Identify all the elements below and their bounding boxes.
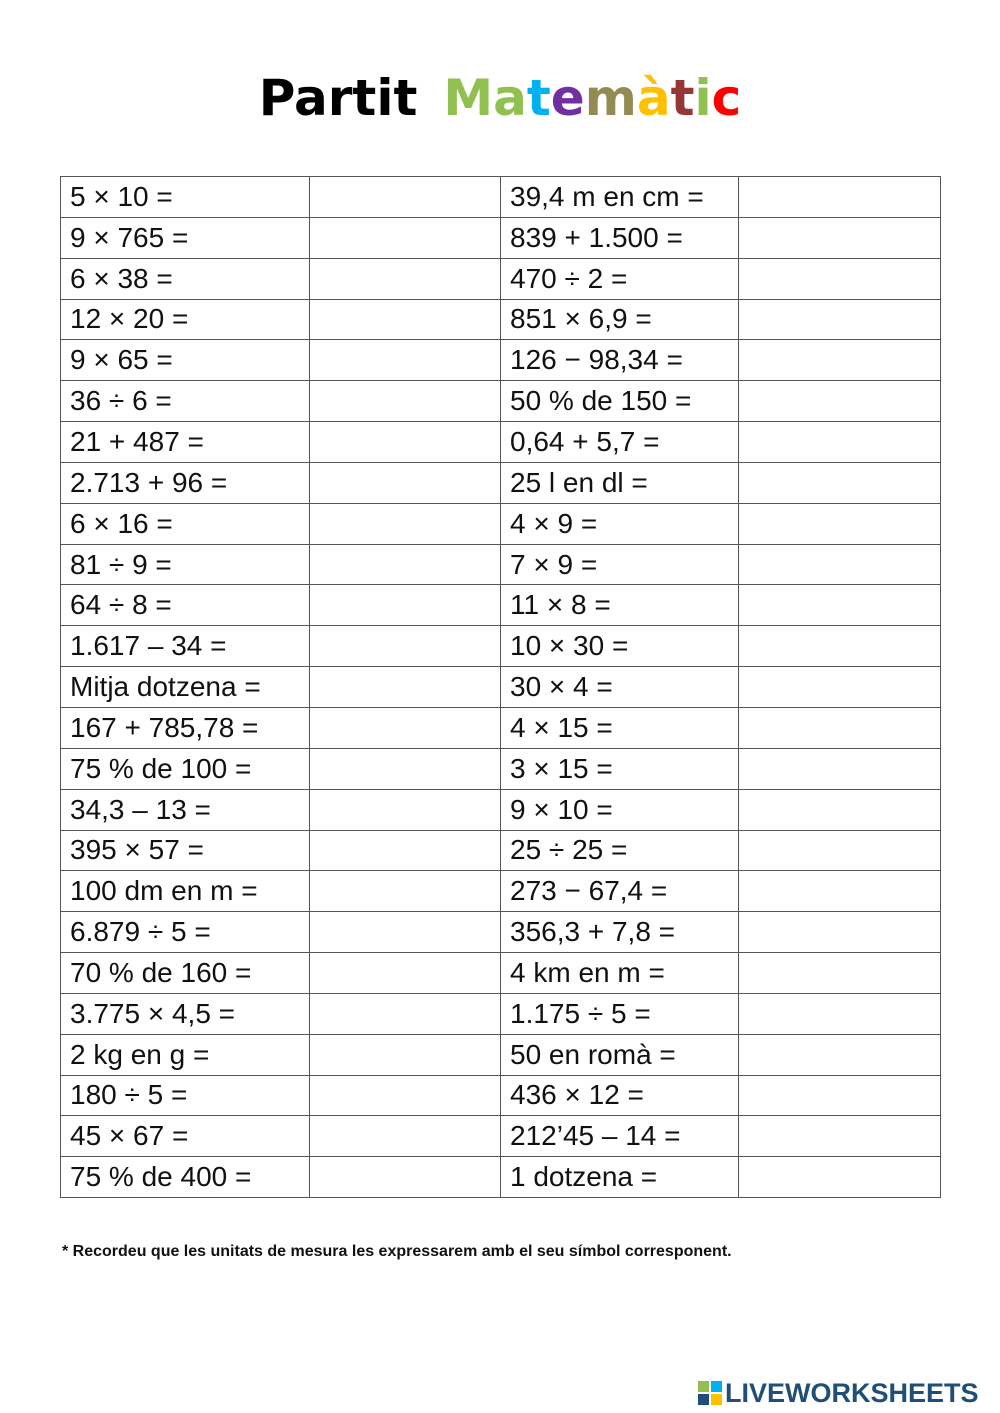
table-row — [61, 748, 941, 789]
left-answer-cell — [310, 177, 501, 218]
left-answer-input[interactable] — [310, 218, 500, 258]
right-answer-input[interactable] — [739, 1035, 940, 1075]
right-answer-input[interactable] — [739, 545, 940, 585]
right-answer-cell — [739, 462, 941, 503]
right-answer-cell — [739, 544, 941, 585]
left-answer-cell — [310, 1116, 501, 1157]
right-exercise-prompt: 11 × 8 = — [501, 585, 739, 626]
right-exercise-prompt: 470 ÷ 2 = — [501, 258, 739, 299]
table-row — [61, 340, 941, 381]
page-title — [0, 66, 1000, 130]
right-answer-cell — [739, 1116, 941, 1157]
left-exercise-prompt: 75 % de 400 = — [61, 1157, 310, 1198]
right-answer-cell — [739, 871, 941, 912]
table-row — [61, 258, 941, 299]
right-answer-input[interactable] — [739, 1076, 940, 1116]
right-answer-cell — [739, 1075, 941, 1116]
left-exercise-prompt: Mitja dotzena = — [61, 667, 310, 708]
left-answer-input[interactable] — [310, 422, 500, 462]
exercise-table — [60, 176, 941, 1198]
left-answer-input[interactable] — [310, 749, 500, 789]
right-answer-cell — [739, 667, 941, 708]
right-answer-input[interactable] — [739, 790, 940, 830]
right-answer-input[interactable] — [739, 340, 940, 380]
left-exercise-prompt: 5 × 10 = — [61, 177, 310, 218]
right-answer-input[interactable] — [739, 1116, 940, 1156]
left-answer-input[interactable] — [310, 381, 500, 421]
liveworksheets-brand — [698, 1378, 979, 1408]
left-answer-input[interactable] — [310, 708, 500, 748]
table-row — [61, 422, 941, 463]
right-answer-cell — [739, 789, 941, 830]
right-answer-cell — [739, 503, 941, 544]
left-exercise-prompt: 34,3 – 13 = — [61, 789, 310, 830]
left-exercise-prompt: 1.617 – 34 = — [61, 626, 310, 667]
right-exercise-prompt: 356,3 + 7,8 = — [501, 912, 739, 953]
right-answer-input[interactable] — [739, 749, 940, 789]
right-exercise-prompt: 7 × 9 = — [501, 544, 739, 585]
right-exercise-prompt: 4 × 15 = — [501, 707, 739, 748]
right-answer-input[interactable] — [739, 871, 940, 911]
left-answer-cell — [310, 789, 501, 830]
left-answer-cell — [310, 258, 501, 299]
left-answer-cell — [310, 871, 501, 912]
left-exercise-prompt: 2.713 + 96 = — [61, 462, 310, 503]
table-row — [61, 503, 941, 544]
left-answer-input[interactable] — [310, 545, 500, 585]
table-row — [61, 871, 941, 912]
right-answer-cell — [739, 1034, 941, 1075]
table-row — [61, 217, 941, 258]
left-answer-input[interactable] — [310, 1157, 500, 1197]
right-exercise-prompt: 273 − 67,4 = — [501, 871, 739, 912]
right-answer-cell — [739, 912, 941, 953]
title-letter: t — [670, 69, 695, 127]
left-answer-cell — [310, 381, 501, 422]
right-exercise-prompt: 30 × 4 = — [501, 667, 739, 708]
right-answer-cell — [739, 953, 941, 994]
table-row — [61, 1034, 941, 1075]
left-exercise-prompt: 45 × 67 = — [61, 1116, 310, 1157]
title-word-matematic — [443, 69, 741, 127]
right-exercise-prompt: 1.175 ÷ 5 = — [501, 993, 739, 1034]
left-answer-cell — [310, 299, 501, 340]
table-row — [61, 299, 941, 340]
table-row — [61, 912, 941, 953]
left-exercise-prompt: 75 % de 100 = — [61, 748, 310, 789]
left-answer-cell — [310, 912, 501, 953]
left-answer-cell — [310, 667, 501, 708]
right-exercise-prompt: 436 × 12 = — [501, 1075, 739, 1116]
left-answer-cell — [310, 1034, 501, 1075]
left-answer-input[interactable] — [310, 585, 500, 625]
left-exercise-prompt: 12 × 20 = — [61, 299, 310, 340]
right-answer-input[interactable] — [739, 381, 940, 421]
right-answer-cell — [739, 707, 941, 748]
left-exercise-prompt: 6.879 ÷ 5 = — [61, 912, 310, 953]
table-row — [61, 544, 941, 585]
right-answer-cell — [739, 626, 941, 667]
right-exercise-prompt: 126 − 98,34 = — [501, 340, 739, 381]
right-answer-input[interactable] — [739, 585, 940, 625]
table-row — [61, 177, 941, 218]
table-row — [61, 585, 941, 626]
left-exercise-prompt: 21 + 487 = — [61, 422, 310, 463]
left-answer-input[interactable] — [310, 300, 500, 340]
right-answer-input[interactable] — [739, 953, 940, 993]
right-answer-cell — [739, 585, 941, 626]
left-answer-input[interactable] — [310, 177, 500, 217]
right-answer-cell — [739, 748, 941, 789]
left-answer-cell — [310, 626, 501, 667]
left-answer-cell — [310, 830, 501, 871]
table-row — [61, 626, 941, 667]
left-exercise-prompt: 9 × 765 = — [61, 217, 310, 258]
table-row — [61, 381, 941, 422]
left-exercise-prompt: 167 + 785,78 = — [61, 707, 310, 748]
right-exercise-prompt: 25 l en dl = — [501, 462, 739, 503]
left-answer-input[interactable] — [310, 626, 500, 666]
left-answer-input[interactable] — [310, 259, 500, 299]
right-answer-input[interactable] — [739, 912, 940, 952]
table-row — [61, 462, 941, 503]
right-answer-input[interactable] — [739, 994, 940, 1034]
title-letter: à — [636, 69, 671, 127]
left-answer-cell — [310, 340, 501, 381]
right-answer-input[interactable] — [739, 218, 940, 258]
liveworksheets-logo-icon — [698, 1381, 722, 1405]
left-exercise-prompt: 2 kg en g = — [61, 1034, 310, 1075]
right-answer-cell — [739, 830, 941, 871]
left-answer-cell — [310, 462, 501, 503]
left-answer-cell — [310, 217, 501, 258]
title-letter: a — [493, 69, 527, 127]
left-answer-input[interactable] — [310, 953, 500, 993]
left-exercise-prompt: 6 × 38 = — [61, 258, 310, 299]
left-answer-cell — [310, 953, 501, 994]
left-exercise-prompt: 36 ÷ 6 = — [61, 381, 310, 422]
right-answer-input[interactable] — [739, 177, 940, 217]
left-answer-cell — [310, 422, 501, 463]
right-answer-input[interactable] — [739, 708, 940, 748]
left-answer-input[interactable] — [310, 871, 500, 911]
footnote: * Recordeu que les unitats de mesura les expressarem amb el seu símbol corresponent. — [62, 1243, 732, 1260]
right-answer-cell — [739, 422, 941, 463]
right-exercise-prompt: 212’45 – 14 = — [501, 1116, 739, 1157]
title-letter: e — [550, 69, 585, 127]
left-answer-cell — [310, 1075, 501, 1116]
table-row — [61, 667, 941, 708]
left-exercise-prompt: 6 × 16 = — [61, 503, 310, 544]
left-answer-input[interactable] — [310, 831, 500, 871]
table-row — [61, 953, 941, 994]
right-answer-input[interactable] — [739, 831, 940, 871]
left-answer-input[interactable] — [310, 463, 500, 503]
left-answer-cell — [310, 707, 501, 748]
title-letter: c — [711, 69, 742, 127]
right-exercise-prompt: 50 % de 150 = — [501, 381, 739, 422]
left-answer-input[interactable] — [310, 667, 500, 707]
right-answer-input[interactable] — [739, 259, 940, 299]
left-exercise-prompt: 70 % de 160 = — [61, 953, 310, 994]
table-row — [61, 707, 941, 748]
left-answer-input[interactable] — [310, 994, 500, 1034]
table-row — [61, 1116, 941, 1157]
right-exercise-prompt: 4 × 9 = — [501, 503, 739, 544]
table-row — [61, 993, 941, 1034]
left-answer-input[interactable] — [310, 912, 500, 952]
right-answer-cell — [739, 217, 941, 258]
right-answer-input[interactable] — [739, 422, 940, 462]
table-row — [61, 1157, 941, 1198]
right-answer-cell — [739, 340, 941, 381]
left-answer-input[interactable] — [310, 504, 500, 544]
title-letter: M — [443, 69, 494, 127]
right-answer-input[interactable] — [739, 667, 940, 707]
right-answer-cell — [739, 258, 941, 299]
right-answer-cell — [739, 993, 941, 1034]
right-exercise-prompt: 839 + 1.500 = — [501, 217, 739, 258]
left-answer-cell — [310, 748, 501, 789]
left-answer-input[interactable] — [310, 1076, 500, 1116]
right-exercise-prompt: 39,4 m en cm = — [501, 177, 739, 218]
table-row — [61, 830, 941, 871]
right-exercise-prompt: 0,64 + 5,7 = — [501, 422, 739, 463]
left-exercise-prompt: 100 dm en m = — [61, 871, 310, 912]
right-answer-cell — [739, 177, 941, 218]
title-letter: i — [694, 69, 712, 127]
left-answer-cell — [310, 1157, 501, 1198]
right-answer-input[interactable] — [739, 626, 940, 666]
left-answer-cell — [310, 993, 501, 1034]
left-answer-input[interactable] — [310, 1116, 500, 1156]
right-exercise-prompt: 3 × 15 = — [501, 748, 739, 789]
right-answer-input[interactable] — [739, 300, 940, 340]
left-answer-cell — [310, 503, 501, 544]
right-answer-input[interactable] — [739, 1157, 940, 1197]
title-letter: m — [584, 69, 637, 127]
right-exercise-prompt: 851 × 6,9 = — [501, 299, 739, 340]
table-row — [61, 789, 941, 830]
left-exercise-prompt: 9 × 65 = — [61, 340, 310, 381]
left-answer-input[interactable] — [310, 790, 500, 830]
right-exercise-prompt: 4 km en m = — [501, 953, 739, 994]
right-answer-input[interactable] — [739, 504, 940, 544]
left-answer-input[interactable] — [310, 340, 500, 380]
left-answer-cell — [310, 544, 501, 585]
title-word-partit: Partit — [258, 69, 418, 127]
left-exercise-prompt: 81 ÷ 9 = — [61, 544, 310, 585]
right-answer-cell — [739, 1157, 941, 1198]
right-exercise-prompt: 50 en romà = — [501, 1034, 739, 1075]
right-exercise-prompt: 25 ÷ 25 = — [501, 830, 739, 871]
left-exercise-prompt: 180 ÷ 5 = — [61, 1075, 310, 1116]
right-answer-cell — [739, 381, 941, 422]
left-exercise-prompt: 3.775 × 4,5 = — [61, 993, 310, 1034]
left-exercise-prompt: 64 ÷ 8 = — [61, 585, 310, 626]
title-letter: t — [526, 69, 551, 127]
right-answer-cell — [739, 299, 941, 340]
right-exercise-prompt: 10 × 30 = — [501, 626, 739, 667]
right-exercise-prompt: 9 × 10 = — [501, 789, 739, 830]
right-answer-input[interactable] — [739, 463, 940, 503]
left-exercise-prompt: 395 × 57 = — [61, 830, 310, 871]
right-exercise-prompt: 1 dotzena = — [501, 1157, 739, 1198]
left-answer-input[interactable] — [310, 1035, 500, 1075]
brand-text: LIVEWORKSHEETS — [725, 1377, 979, 1408]
left-answer-cell — [310, 585, 501, 626]
table-row — [61, 1075, 941, 1116]
